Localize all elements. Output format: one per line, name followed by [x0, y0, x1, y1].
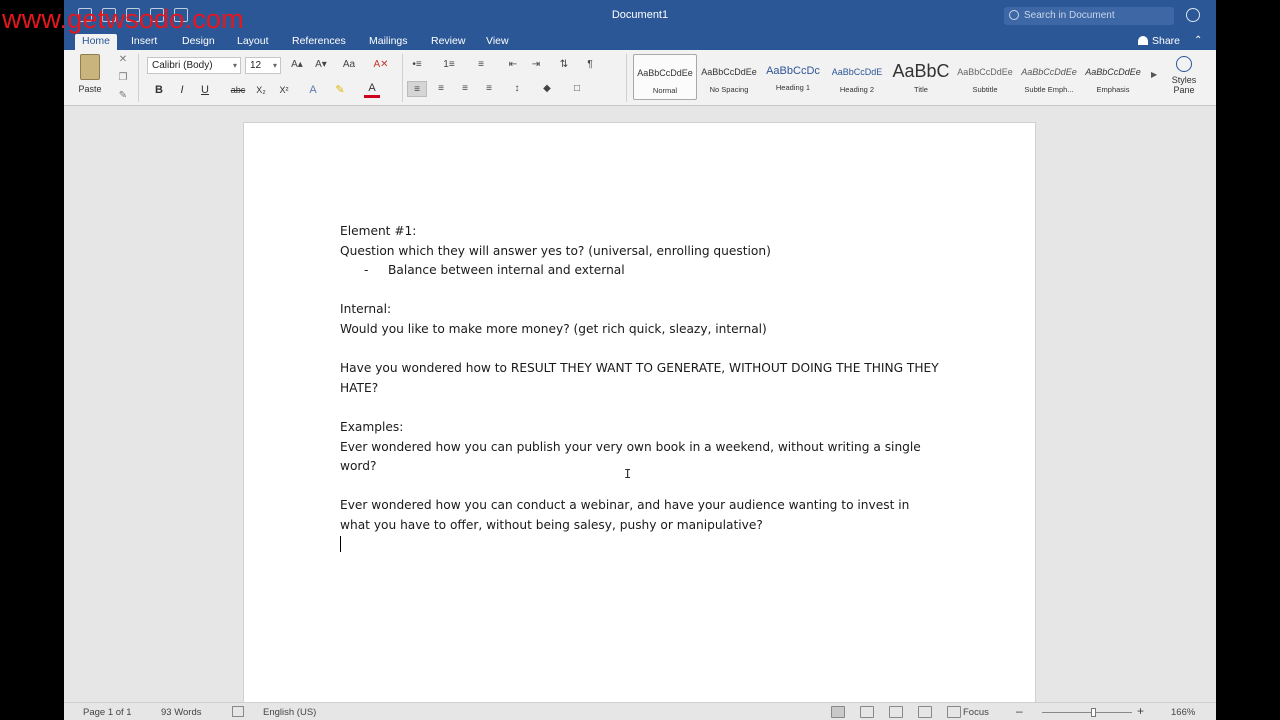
paragraph[interactable]	[340, 418, 940, 438]
numbering-icon[interactable]: 1≡	[443, 59, 455, 70]
font-size-select[interactable]	[245, 57, 281, 74]
focus-label[interactable]: Focus	[963, 707, 989, 718]
tab-review[interactable]: Review	[431, 35, 466, 47]
paragraph-text: Ever wondered how you can publish your very own book in a weekend, without writing a single word?	[340, 439, 925, 474]
increase-indent-icon[interactable]: ⇥	[531, 59, 541, 70]
paragraph[interactable]	[340, 438, 940, 477]
underline-button[interactable]: U	[201, 84, 209, 96]
align-center-icon[interactable]: ≡	[438, 83, 444, 94]
style-name: Title	[914, 85, 928, 94]
tab-design[interactable]: Design	[182, 35, 215, 47]
shrink-font-icon[interactable]: A▾	[315, 59, 327, 70]
style-name: Heading 1	[775, 83, 811, 92]
tab-insert[interactable]: Insert	[131, 35, 158, 47]
zoom-level[interactable]: 166%	[1171, 707, 1196, 718]
search-icon	[1009, 10, 1019, 20]
align-right-icon[interactable]: ≡	[462, 83, 468, 94]
paste-label: Paste	[78, 84, 102, 94]
font-family-select[interactable]	[147, 57, 241, 74]
zoom-slider[interactable]	[1042, 712, 1132, 713]
empty-paragraph[interactable]	[340, 536, 940, 556]
paragraph-text: Have you wondered how to RESULT THEY WANT TO GENERATE, WITHOUT DOING THE THING THEY HATE?	[340, 361, 943, 395]
style-sample: AaBbCcDc	[766, 65, 820, 77]
paragraph[interactable]	[340, 242, 940, 262]
paragraph[interactable]	[340, 222, 940, 242]
paragraph-text: Ever wondered how you can conduct a webinar, and have your audience wanting to invest in what you have to offer, without being salesy, pushy or manipulative?	[340, 498, 914, 532]
font-size-value: 12	[250, 60, 262, 71]
document-page[interactable]	[243, 122, 1036, 702]
tab-layout[interactable]: Layout	[237, 35, 269, 47]
paragraph[interactable]	[340, 300, 940, 320]
style-name: Emphasis	[1096, 85, 1130, 94]
styles-pane-label-1: Styles	[1171, 75, 1197, 85]
pilcrow-icon[interactable]: ¶	[587, 59, 593, 70]
bullet-paragraph[interactable]	[340, 261, 940, 281]
share-button[interactable]	[1138, 35, 1180, 47]
word-count[interactable]: 93 Words	[161, 707, 202, 718]
ribbon	[64, 50, 1216, 106]
style-sample: AaBbCcDdEe	[637, 68, 693, 78]
proofing-icon[interactable]	[232, 706, 244, 717]
paragraph-text: Examples:	[340, 419, 404, 434]
change-case-icon[interactable]: Aa	[342, 59, 356, 70]
style-heading-2[interactable]	[825, 54, 889, 100]
outline-view-icon[interactable]	[889, 706, 903, 718]
zoom-in-icon[interactable]: +	[1137, 704, 1145, 718]
paragraph[interactable]	[340, 359, 943, 398]
sort-icon[interactable]: ⇅	[559, 59, 569, 70]
clear-formatting-icon[interactable]: A✕	[373, 59, 389, 70]
paragraph-text: Question which they will answer yes to? (universal, enrolling question)	[340, 243, 771, 258]
gallery-next-icon[interactable]: ▶	[1151, 70, 1158, 79]
paragraph[interactable]	[340, 340, 940, 360]
word-window	[64, 0, 1216, 720]
web-layout-view-icon[interactable]	[860, 706, 874, 718]
search-placeholder: Search in Document	[1024, 10, 1115, 21]
grow-font-icon[interactable]: A▴	[291, 59, 303, 70]
style-emphasis[interactable]	[1081, 54, 1145, 100]
borders-icon[interactable]: □	[573, 83, 581, 94]
style-name: Normal	[652, 86, 678, 95]
clipboard-icon	[80, 54, 100, 80]
copy-icon[interactable]: ❐	[118, 72, 128, 83]
font-family-value: Calibri (Body)	[152, 60, 213, 71]
italic-button[interactable]: I	[180, 84, 184, 96]
paragraph-text: Element #1:	[340, 224, 417, 238]
paragraph[interactable]	[340, 496, 940, 535]
tab-mailings[interactable]: Mailings	[369, 35, 408, 47]
divider	[402, 54, 403, 102]
style-name: No Spacing	[709, 85, 749, 94]
style-name: Subtitle	[972, 85, 998, 94]
bullets-icon[interactable]: •≡	[412, 59, 422, 70]
paragraph[interactable]	[340, 477, 940, 497]
bullet-dash: -	[364, 263, 369, 278]
paragraph[interactable]	[340, 281, 940, 301]
language[interactable]: English (US)	[263, 707, 317, 718]
chevron-down-icon: ▾	[272, 61, 277, 70]
person-icon	[1138, 36, 1148, 45]
line-spacing-icon[interactable]: ↕	[514, 83, 520, 94]
cut-icon[interactable]: ✕	[118, 54, 128, 65]
page-count[interactable]: Page 1 of 1	[83, 707, 132, 718]
shading-icon[interactable]: ◆	[543, 83, 551, 94]
tab-view[interactable]: View	[486, 35, 509, 47]
style-title[interactable]	[889, 54, 953, 100]
style-subtitle[interactable]	[953, 54, 1017, 100]
search-input[interactable]	[1004, 7, 1174, 25]
highlight-icon[interactable]: ✎	[335, 84, 345, 96]
style-sample: AaBbCcDdE	[831, 67, 883, 77]
paste-button[interactable]	[74, 54, 106, 94]
multilevel-list-icon[interactable]: ≡	[478, 59, 484, 70]
styles-gallery	[633, 54, 1161, 100]
tab-home[interactable]: Home	[75, 34, 117, 50]
collapse-ribbon-icon[interactable]: ⌃	[1194, 35, 1203, 46]
justify-icon[interactable]: ≡	[486, 83, 492, 94]
style-sample: AaBbC	[892, 61, 950, 81]
style-no-spacing[interactable]	[697, 54, 761, 100]
feedback-smile-icon[interactable]	[1186, 8, 1200, 22]
style-name: Subtle Emph...	[1024, 85, 1074, 94]
share-label: Share	[1152, 35, 1181, 47]
style-name: Heading 2	[839, 85, 875, 94]
style-normal[interactable]	[633, 54, 697, 100]
zoom-out-icon[interactable]: –	[1016, 704, 1023, 718]
subscript-button[interactable]: X₂	[256, 85, 266, 95]
focus-icon[interactable]	[947, 706, 961, 718]
watermark-logo: www.getwsodo.com	[2, 4, 244, 34]
paragraph-text: Balance between internal and external	[388, 263, 625, 278]
document-canvas[interactable]	[64, 106, 1216, 702]
decrease-indent-icon[interactable]: ⇤	[508, 59, 518, 70]
style-sample: AaBbCcDdEe	[1085, 67, 1141, 77]
divider	[138, 54, 139, 102]
document-title: Document1	[611, 9, 669, 21]
zoom-slider-thumb[interactable]	[1091, 708, 1096, 717]
paragraph[interactable]	[340, 320, 940, 340]
paragraph-text: Would you like to make more money? (get rich quick, sleazy, internal)	[340, 321, 767, 336]
styles-pane-icon	[1176, 56, 1192, 72]
tab-references[interactable]: References	[292, 35, 346, 47]
bold-button[interactable]: B	[155, 84, 163, 96]
paragraph-text: Internal:	[340, 302, 392, 317]
text-effects-icon[interactable]: A	[309, 84, 317, 96]
text-cursor	[340, 536, 341, 552]
style-sample: AaBbCcDdEe	[1021, 67, 1077, 77]
style-sample: AaBbCcDdEe	[957, 67, 1013, 77]
styles-pane-button[interactable]	[1166, 56, 1202, 95]
print-layout-view-icon[interactable]	[831, 706, 845, 718]
status-bar	[64, 702, 1216, 720]
format-painter-icon[interactable]: ✎	[118, 90, 128, 101]
style-subtle-emphasis[interactable]	[1017, 54, 1081, 100]
align-left-icon[interactable]: ≡	[407, 81, 427, 97]
strikethrough-button[interactable]: abc	[230, 85, 246, 95]
chevron-down-icon: ▾	[232, 61, 237, 70]
divider	[626, 54, 627, 102]
font-color-icon[interactable]: A	[364, 82, 380, 98]
paragraph[interactable]	[340, 398, 940, 418]
superscript-button[interactable]: X²	[279, 85, 289, 95]
document-body[interactable]	[340, 222, 943, 555]
style-sample: AaBbCcDdEe	[701, 67, 757, 77]
ibeam-cursor-icon: I	[624, 467, 632, 481]
styles-pane-label-2: Pane	[1173, 85, 1195, 95]
style-heading-1[interactable]	[761, 54, 825, 100]
draft-view-icon[interactable]	[918, 706, 932, 718]
